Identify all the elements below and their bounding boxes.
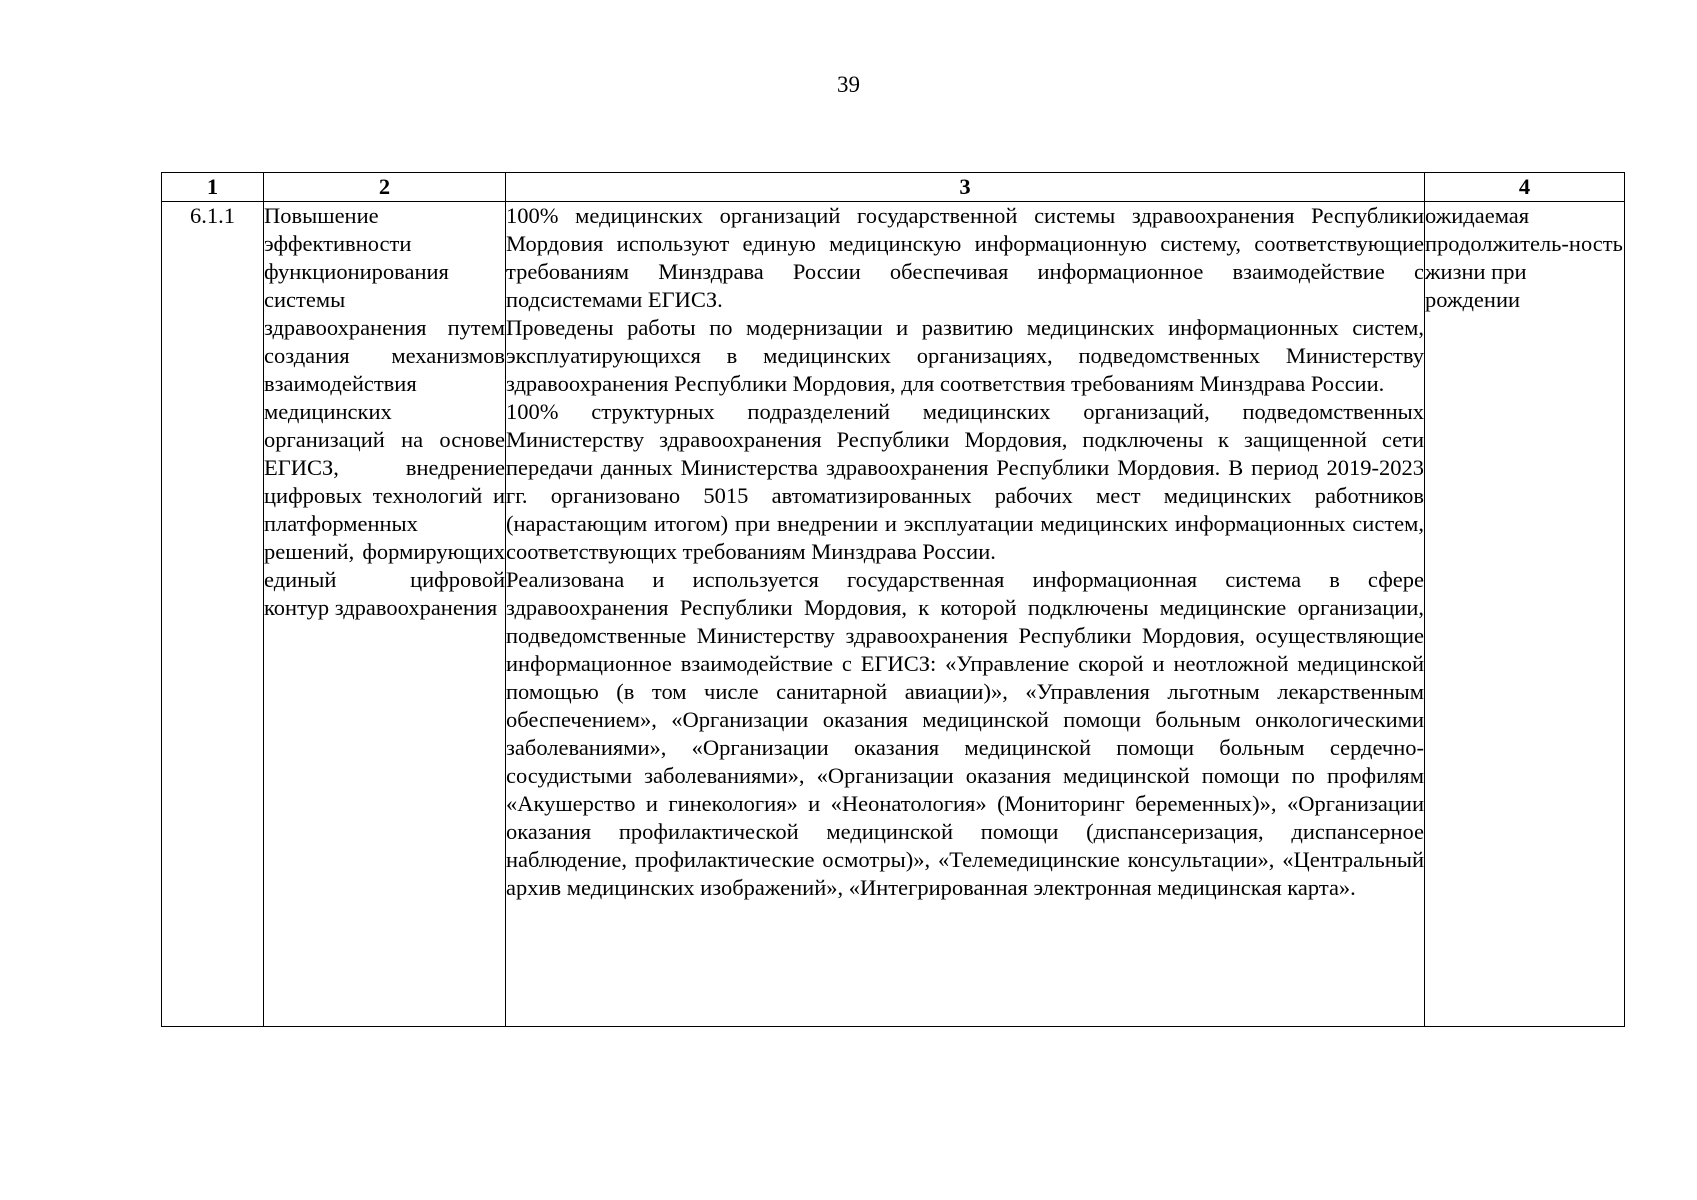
results-paragraph: 100% медицинских организаций государственной системы здравоохранения Республики Мордовия используют единую медицинскую информационную систему, соответствующие требованиям Минздрава России обеспечивая информационное взаимодействие с подсистемами ЕГИСЗ.	[506, 203, 1424, 312]
column-header-1: 1	[162, 173, 264, 202]
results-table	[161, 172, 1625, 1027]
indicator-cell: ожидаемая продолжитель-ность жизни при рождении	[1425, 202, 1625, 1027]
column-header-3: 3	[506, 173, 1425, 202]
results-paragraph: 100% структурных подразделений медицинских организаций, подведомственных Министерству здравоохранения Республики Мордовия, подключены к защищенной сети передачи данных Министерства здравоохранения Республики Мордовия. В период 2019-2023 гг. организовано 5015 автоматизированных рабочих мест медицинских работников (нарастающим итогом) при внедрении и эксплуатации медицинских информационных систем, соответствующих требованиям Минздрава России.	[506, 399, 1424, 564]
row-number-cell: 6.1.1	[162, 202, 264, 1027]
column-header-4: 4	[1425, 173, 1625, 202]
measure-cell: Повышение эффективности функционирования системы здравоохранения путем создания механизмов взаимодействия медицинских организаций на основе ЕГИСЗ, внедрение цифровых технологий и платформенных решений, формирующих единый цифровой контур здравоохранения	[264, 202, 506, 1027]
table-row	[162, 202, 1625, 1027]
results-paragraph: Реализована и используется государственная информационная система в сфере здравоохранения Республики Мордовия, к которой подключены медицинские организации, подведомственные Министерству здравоохранения Республики Мордовия, осуществляющие информационное взаимодействие с ЕГИСЗ: «Управление скорой и неотложной медицинской помощью (в том числе санитарной авиации)», «Управления льготным лекарственным обеспечением», «Организации оказания медицинской помощи больным онкологическими заболеваниями», «Организации оказания медицинской помощи больным сердечно-сосудистыми заболеваниями», «Организации оказания медицинской помощи по профилям «Акушерство и гинекология» и «Неонатология» (Мониторинг беременных)», «Организации оказания профилактической медицинской помощи (диспансеризация, диспансерное наблюдение, профилактические осмотры)», «Телемедицинские консультации», «Центральный архив медицинских изображений», «Интегрированная электронная медицинская карта».	[506, 567, 1424, 900]
column-header-2: 2	[264, 173, 506, 202]
page-number: 39	[837, 72, 860, 97]
table-header-row	[162, 173, 1625, 202]
results-cell	[506, 202, 1425, 1027]
results-paragraph: Проведены работы по модернизации и развитию медицинских информационных систем, эксплуатирующихся в медицинских организациях, подведомственных Министерству здравоохранения Республики Мордовия, для соответствия требованиям Минздрава России.	[506, 315, 1424, 396]
